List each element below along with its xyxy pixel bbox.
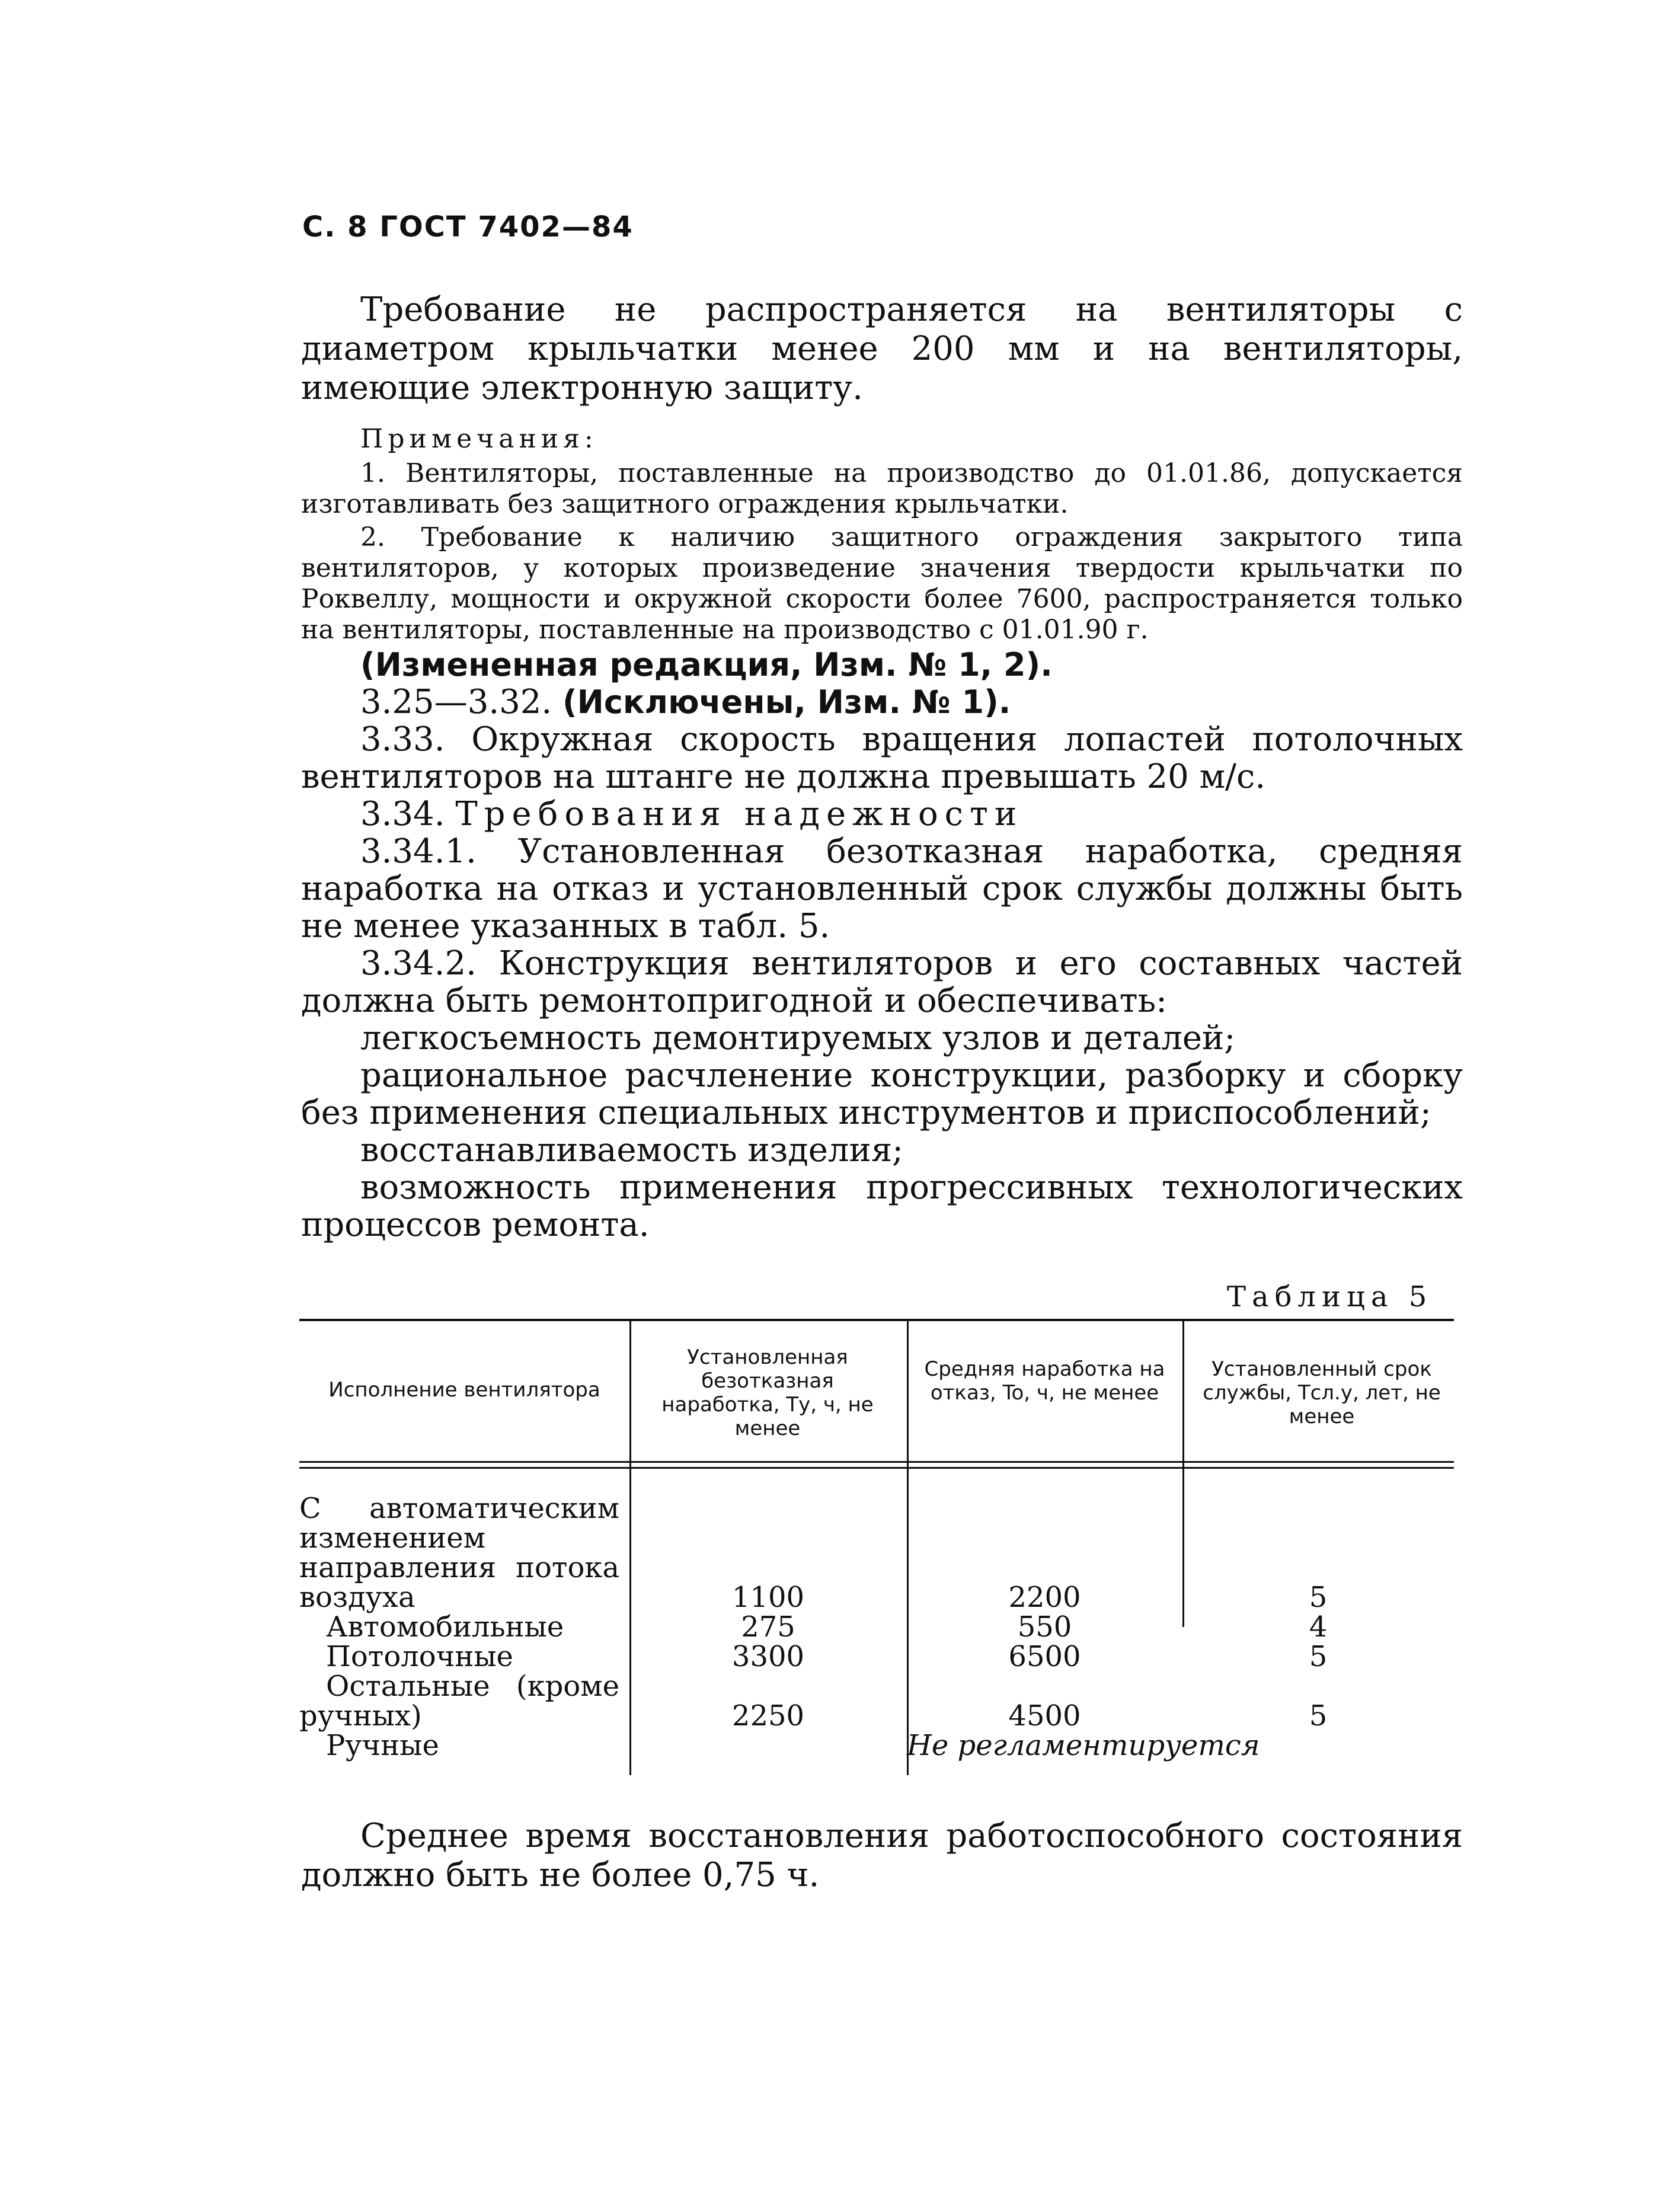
header-mean-time: Средняя наработка на отказ, To, ч, не менее: [924, 1357, 1165, 1405]
row-2-mean: 550: [1017, 1610, 1072, 1644]
amendment-text: (Измененная редакция, Изм. № 1, 2).: [360, 646, 1053, 683]
requirement-item: возможность применения прогрессивных технологических процессов ремонта.: [301, 1168, 1463, 1244]
section-3-25-number: 3.25—3.32.: [360, 683, 552, 721]
row-1-life: 5: [1309, 1581, 1328, 1614]
row-3-life: 5: [1309, 1640, 1328, 1673]
section-3-25: [301, 683, 1463, 721]
row-4-life: 5: [1309, 1699, 1328, 1732]
column-divider: [1182, 1319, 1184, 1627]
header-execution: Исполнение вентилятора: [328, 1378, 600, 1402]
section-3-34-1: 3.34.1. Установленная безотказная наработка, средняя наработка на отказ и установленный срок службы должны быть не менее указанных в табл. 5.: [301, 832, 1463, 945]
section-3-34-2: 3.34.2. Конструкция вентиляторов и его составных частей должна быть ремонтопригодной и обеспечивать:: [301, 944, 1463, 1020]
section-3-34-number: 3.34.: [360, 795, 445, 833]
page-header: С. 8 ГОСТ 7402—84: [302, 210, 634, 244]
row-name-manual: Ручные: [326, 1729, 439, 1762]
row-3-mean: 6500: [1008, 1640, 1081, 1673]
requirement-item: легкосъемность демонтируемых узлов и деталей;: [360, 1019, 1236, 1057]
row-name-ceiling: Потолочные: [326, 1640, 513, 1673]
row-5-not-regulated: Не регламентируется: [907, 1729, 1260, 1762]
notes-title: Примечания:: [360, 424, 598, 454]
note-1: 1. Вентиляторы, поставленные на производство до 01.01.86, допускается изготавливать без защитного ограждения крыльчатки.: [301, 458, 1463, 519]
requirement-item: восстанавливаемость изделия;: [360, 1131, 904, 1169]
header-rule-2: [299, 1467, 1454, 1469]
row-1-failure-free: 1100: [731, 1581, 805, 1614]
row-name-auto-direction: С автоматическим изменением направления потока воздуха: [299, 1492, 619, 1614]
reliability-table: [299, 1319, 1454, 1775]
section-3-33: 3.33. Окружная скорость вращения лопастей потолочных вентиляторов на штанге не должна превышать 20 м/с.: [301, 720, 1463, 796]
row-2-failure-free: 275: [741, 1610, 795, 1644]
recovery-time-paragraph: [301, 1817, 1463, 1895]
recovery-time-text: Среднее время восстановления работоспособного состояния должно быть не более 0,75 ч.: [301, 1817, 1463, 1894]
header-failure-free-time: Установленная безотказная наработка, Tу, ч, не менее: [661, 1345, 874, 1440]
amendment-note: [301, 646, 1463, 683]
row-4-mean: 4500: [1008, 1699, 1081, 1732]
table-top-rule: [299, 1319, 1454, 1321]
section-3-34: [301, 795, 1463, 833]
row-name-other: Остальные (кроме ручных): [299, 1670, 619, 1732]
body-sections: [301, 646, 1463, 1244]
section-3-25-text: (Исключены, Изм. № 1).: [562, 683, 1011, 721]
section-3-34-title: Требования надежности: [455, 795, 1024, 833]
row-name-automobile: Автомобильные: [326, 1610, 564, 1644]
header-rule-1: [299, 1461, 1454, 1463]
row-2-life: 4: [1309, 1610, 1328, 1644]
notes-block: [301, 424, 1463, 645]
row-1-mean: 2200: [1008, 1581, 1081, 1614]
row-4-failure-free: 2250: [731, 1699, 805, 1732]
table-caption: Таблица 5: [1227, 1280, 1433, 1313]
header-service-life: Установленный срок службы, Tсл.у, лет, не менее: [1203, 1357, 1441, 1428]
requirement-item: рациональное расчленение конструкции, разборку и сборку без применения специальных инструментов и приспособлений;: [301, 1056, 1463, 1132]
intro-text: Требование не распространяется на вентиляторы с диаметром крыльчатки менее 200 мм и на вентиляторы, имеющие электронную защиту.: [301, 290, 1463, 407]
row-3-failure-free: 3300: [731, 1640, 805, 1673]
note-2: 2. Требование к наличию защитного ограждения закрытого типа вентиляторов, у которых произведение значения твердости крыльчатки по Роквеллу, мощности и окружной скорости более 7600, распространяется только на вентиляторы, поставленные на производство с 01.01.90 г.: [301, 522, 1463, 645]
intro-paragraph: [301, 290, 1463, 408]
